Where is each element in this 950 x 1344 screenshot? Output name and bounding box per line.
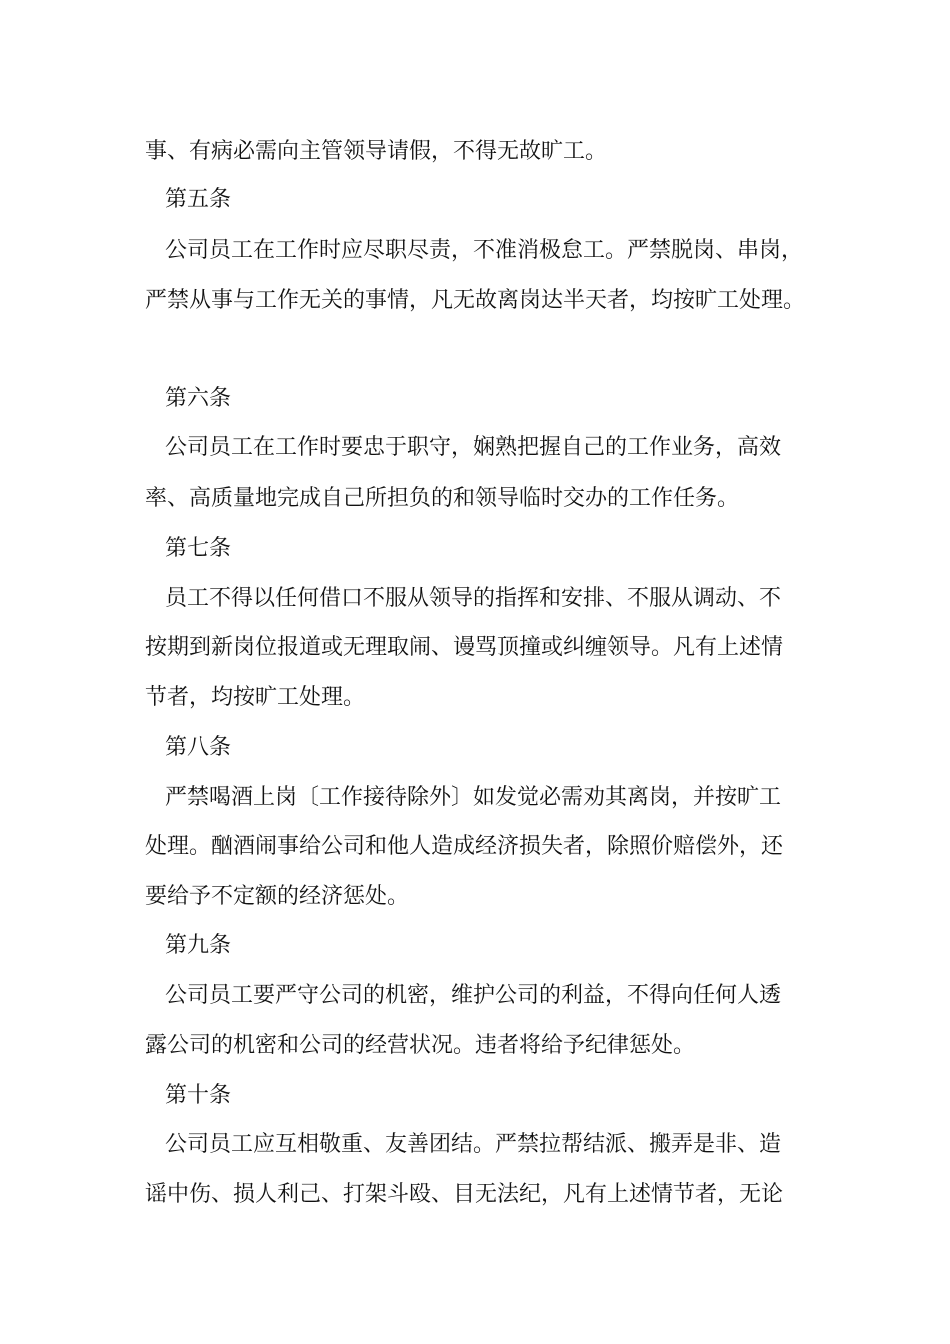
article-5-heading: 第五条 bbox=[165, 187, 232, 212]
article-9-heading: 第九条 bbox=[165, 933, 232, 958]
article-8-text-line-2: 处理。酗酒闹事给公司和他人造成经济损失者，除照价赔偿外，还 bbox=[145, 834, 784, 859]
article-10-heading: 第十条 bbox=[165, 1083, 232, 1108]
article-5-text-line-2: 严禁从事与工作无关的事情，凡无故离岗达半天者，均按旷工处理。 bbox=[145, 288, 806, 313]
article-7-text-line-2: 按期到新岗位报道或无理取闹、谩骂顶撞或纠缠领导。凡有上述情 bbox=[145, 635, 784, 660]
article-7-heading: 第七条 bbox=[165, 536, 232, 561]
article-9-text-line-1: 公司员工要严守公司的机密，维护公司的利益，不得向任何人透 bbox=[165, 983, 782, 1008]
article-6-text-line-2: 率、高质量地完成自己所担负的和领导临时交办的工作任务。 bbox=[145, 486, 740, 511]
article-8-heading: 第八条 bbox=[165, 735, 232, 760]
article-10-text-line-1: 公司员工应互相敬重、友善团结。严禁拉帮结派、搬弄是非、造 bbox=[165, 1132, 782, 1157]
article-10-text-line-2: 谣中伤、损人利己、打架斗殴、目无法纪，凡有上述情节者，无论 bbox=[145, 1182, 784, 1207]
article-6-heading: 第六条 bbox=[165, 386, 232, 411]
article-9-text-line-2: 露公司的机密和公司的经营状况。违者将给予纪律惩处。 bbox=[145, 1033, 696, 1058]
article-6-text-line-1: 公司员工在工作时要忠于职守，娴熟把握自己的工作业务，高效 bbox=[165, 435, 782, 460]
text-line-continuation: 事、有病必需向主管领导请假，不得无故旷工。 bbox=[145, 139, 608, 164]
article-8-text-line-1: 严禁喝酒上岗〔工作接待除外〕如发觉必需劝其离岗，并按旷工 bbox=[165, 785, 782, 810]
article-7-text-line-1: 员工不得以任何借口不服从领导的指挥和安排、不服从调动、不 bbox=[165, 586, 782, 611]
article-7-text-line-3: 节者，均按旷工处理。 bbox=[145, 685, 366, 710]
article-8-text-line-3: 要给予不定额的经济惩处。 bbox=[145, 884, 410, 909]
article-5-text-line-1: 公司员工在工作时应尽职尽责，不准消极怠工。严禁脱岗、串岗， bbox=[165, 238, 804, 263]
